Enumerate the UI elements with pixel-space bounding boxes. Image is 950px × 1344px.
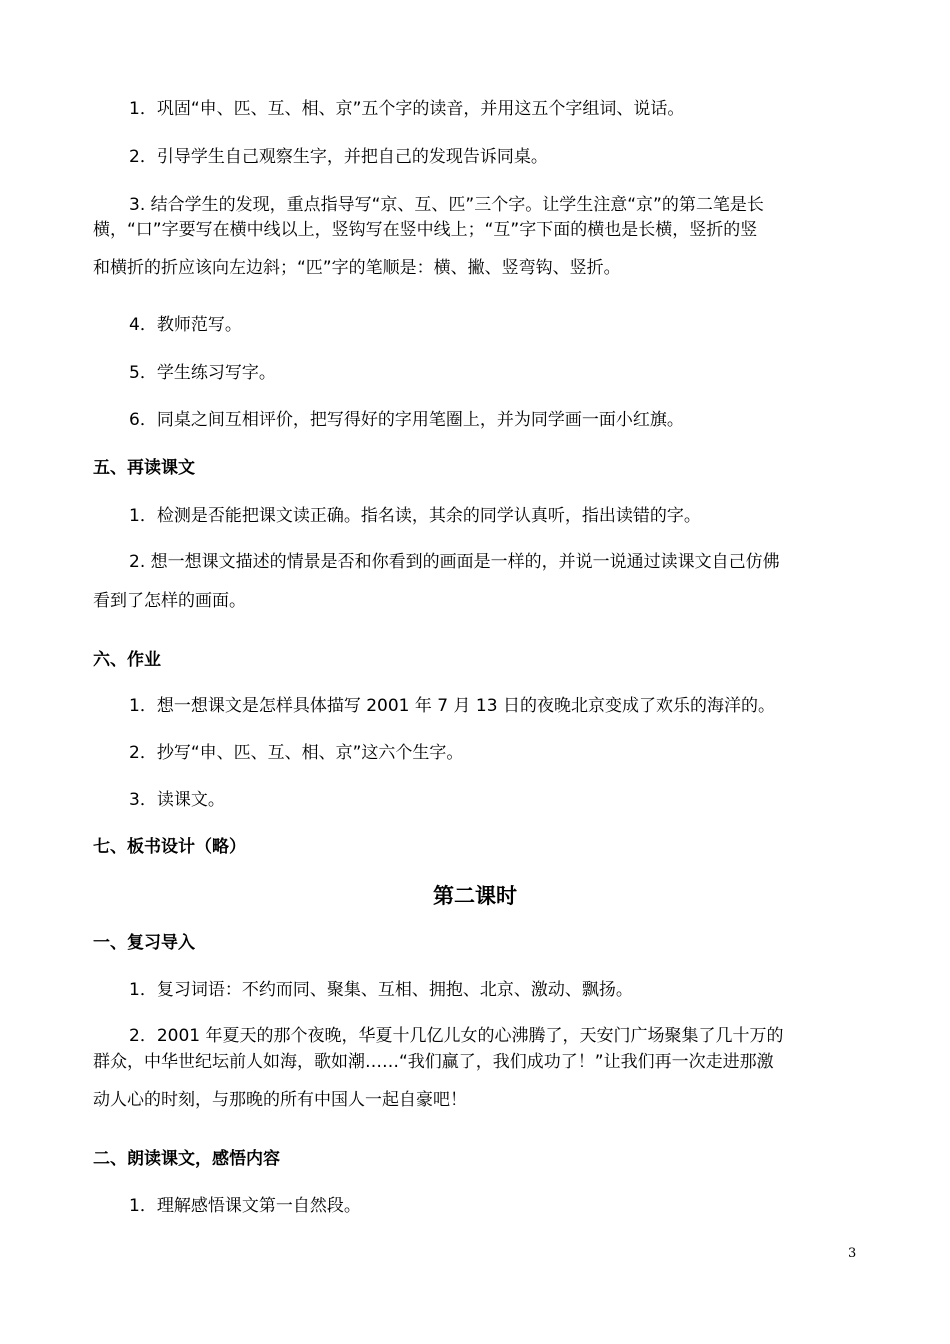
- section-title: 第二课时: [433, 884, 517, 908]
- page-number: 3: [848, 1246, 857, 1261]
- paragraph-line: 3. 结合学生的发现，重点指导写“京、互、匹”三个字。让学生注意“京”的第二笔是长: [129, 195, 764, 215]
- section-heading: 五、再读课文: [93, 458, 195, 478]
- paragraph-line: 2．引导学生自己观察生字，并把自己的发现告诉同桌。: [129, 147, 548, 167]
- paragraph-line: 横，“口”字要写在横中线以上，竖钩写在竖中线上；“互”字下面的横也是长横，竖折的竖: [93, 220, 758, 240]
- paragraph-line: 和横折的折应该向左边斜；“匹”字的笔顺是：横、撇、竖弯钩、竖折。: [93, 258, 621, 278]
- paragraph-line: 3．读课文。: [129, 790, 225, 810]
- paragraph-line: 6．同桌之间互相评价，把写得好的字用笔圈上，并为同学画一面小红旗。: [129, 410, 684, 430]
- paragraph-line: 看到了怎样的画面。: [93, 591, 246, 611]
- section-heading: 二、朗读课文，感悟内容: [93, 1149, 280, 1169]
- paragraph-line: 5．学生练习写字。: [129, 363, 276, 383]
- paragraph-line: 1．想一想课文是怎样具体描写 2001 年 7 月 13 日的夜晚北京变成了欢乐的海洋的。: [129, 696, 775, 716]
- section-heading: 六、作业: [93, 650, 161, 670]
- paragraph-line: 动人心的时刻，与那晚的所有中国人一起自豪吧！: [93, 1090, 467, 1110]
- paragraph-line: 2．抄写“申、匹、互、相、京”这六个生字。: [129, 743, 464, 763]
- paragraph-line: 1．检测是否能把课文读正确。指名读，其余的同学认真听，指出读错的字。: [129, 506, 701, 526]
- paragraph-line: 1．复习词语：不约而同、聚集、互相、拥抱、北京、激动、飘扬。: [129, 980, 633, 1000]
- paragraph-line: 2．2001 年夏天的那个夜晚，华夏十几亿儿女的心沸腾了，天安门广场聚集了几十万的: [129, 1026, 784, 1046]
- paragraph-line: 1．巩固“申、匹、互、相、京”五个字的读音，并用这五个字组词、说话。: [129, 99, 685, 119]
- section-heading: 七、板书设计（略）: [93, 837, 246, 857]
- paragraph-line: 4．教师范写。: [129, 315, 242, 335]
- paragraph-line: 1．理解感悟课文第一自然段。: [129, 1196, 361, 1216]
- paragraph-line: 2. 想一想课文描述的情景是否和你看到的画面是一样的，并说一说通过读课文自己仿佛: [129, 552, 780, 572]
- section-heading: 一、复习导入: [93, 933, 195, 953]
- paragraph-line: 群众，中华世纪坛前人如海，歌如潮……“我们赢了，我们成功了！”让我们再一次走进那激: [93, 1052, 774, 1072]
